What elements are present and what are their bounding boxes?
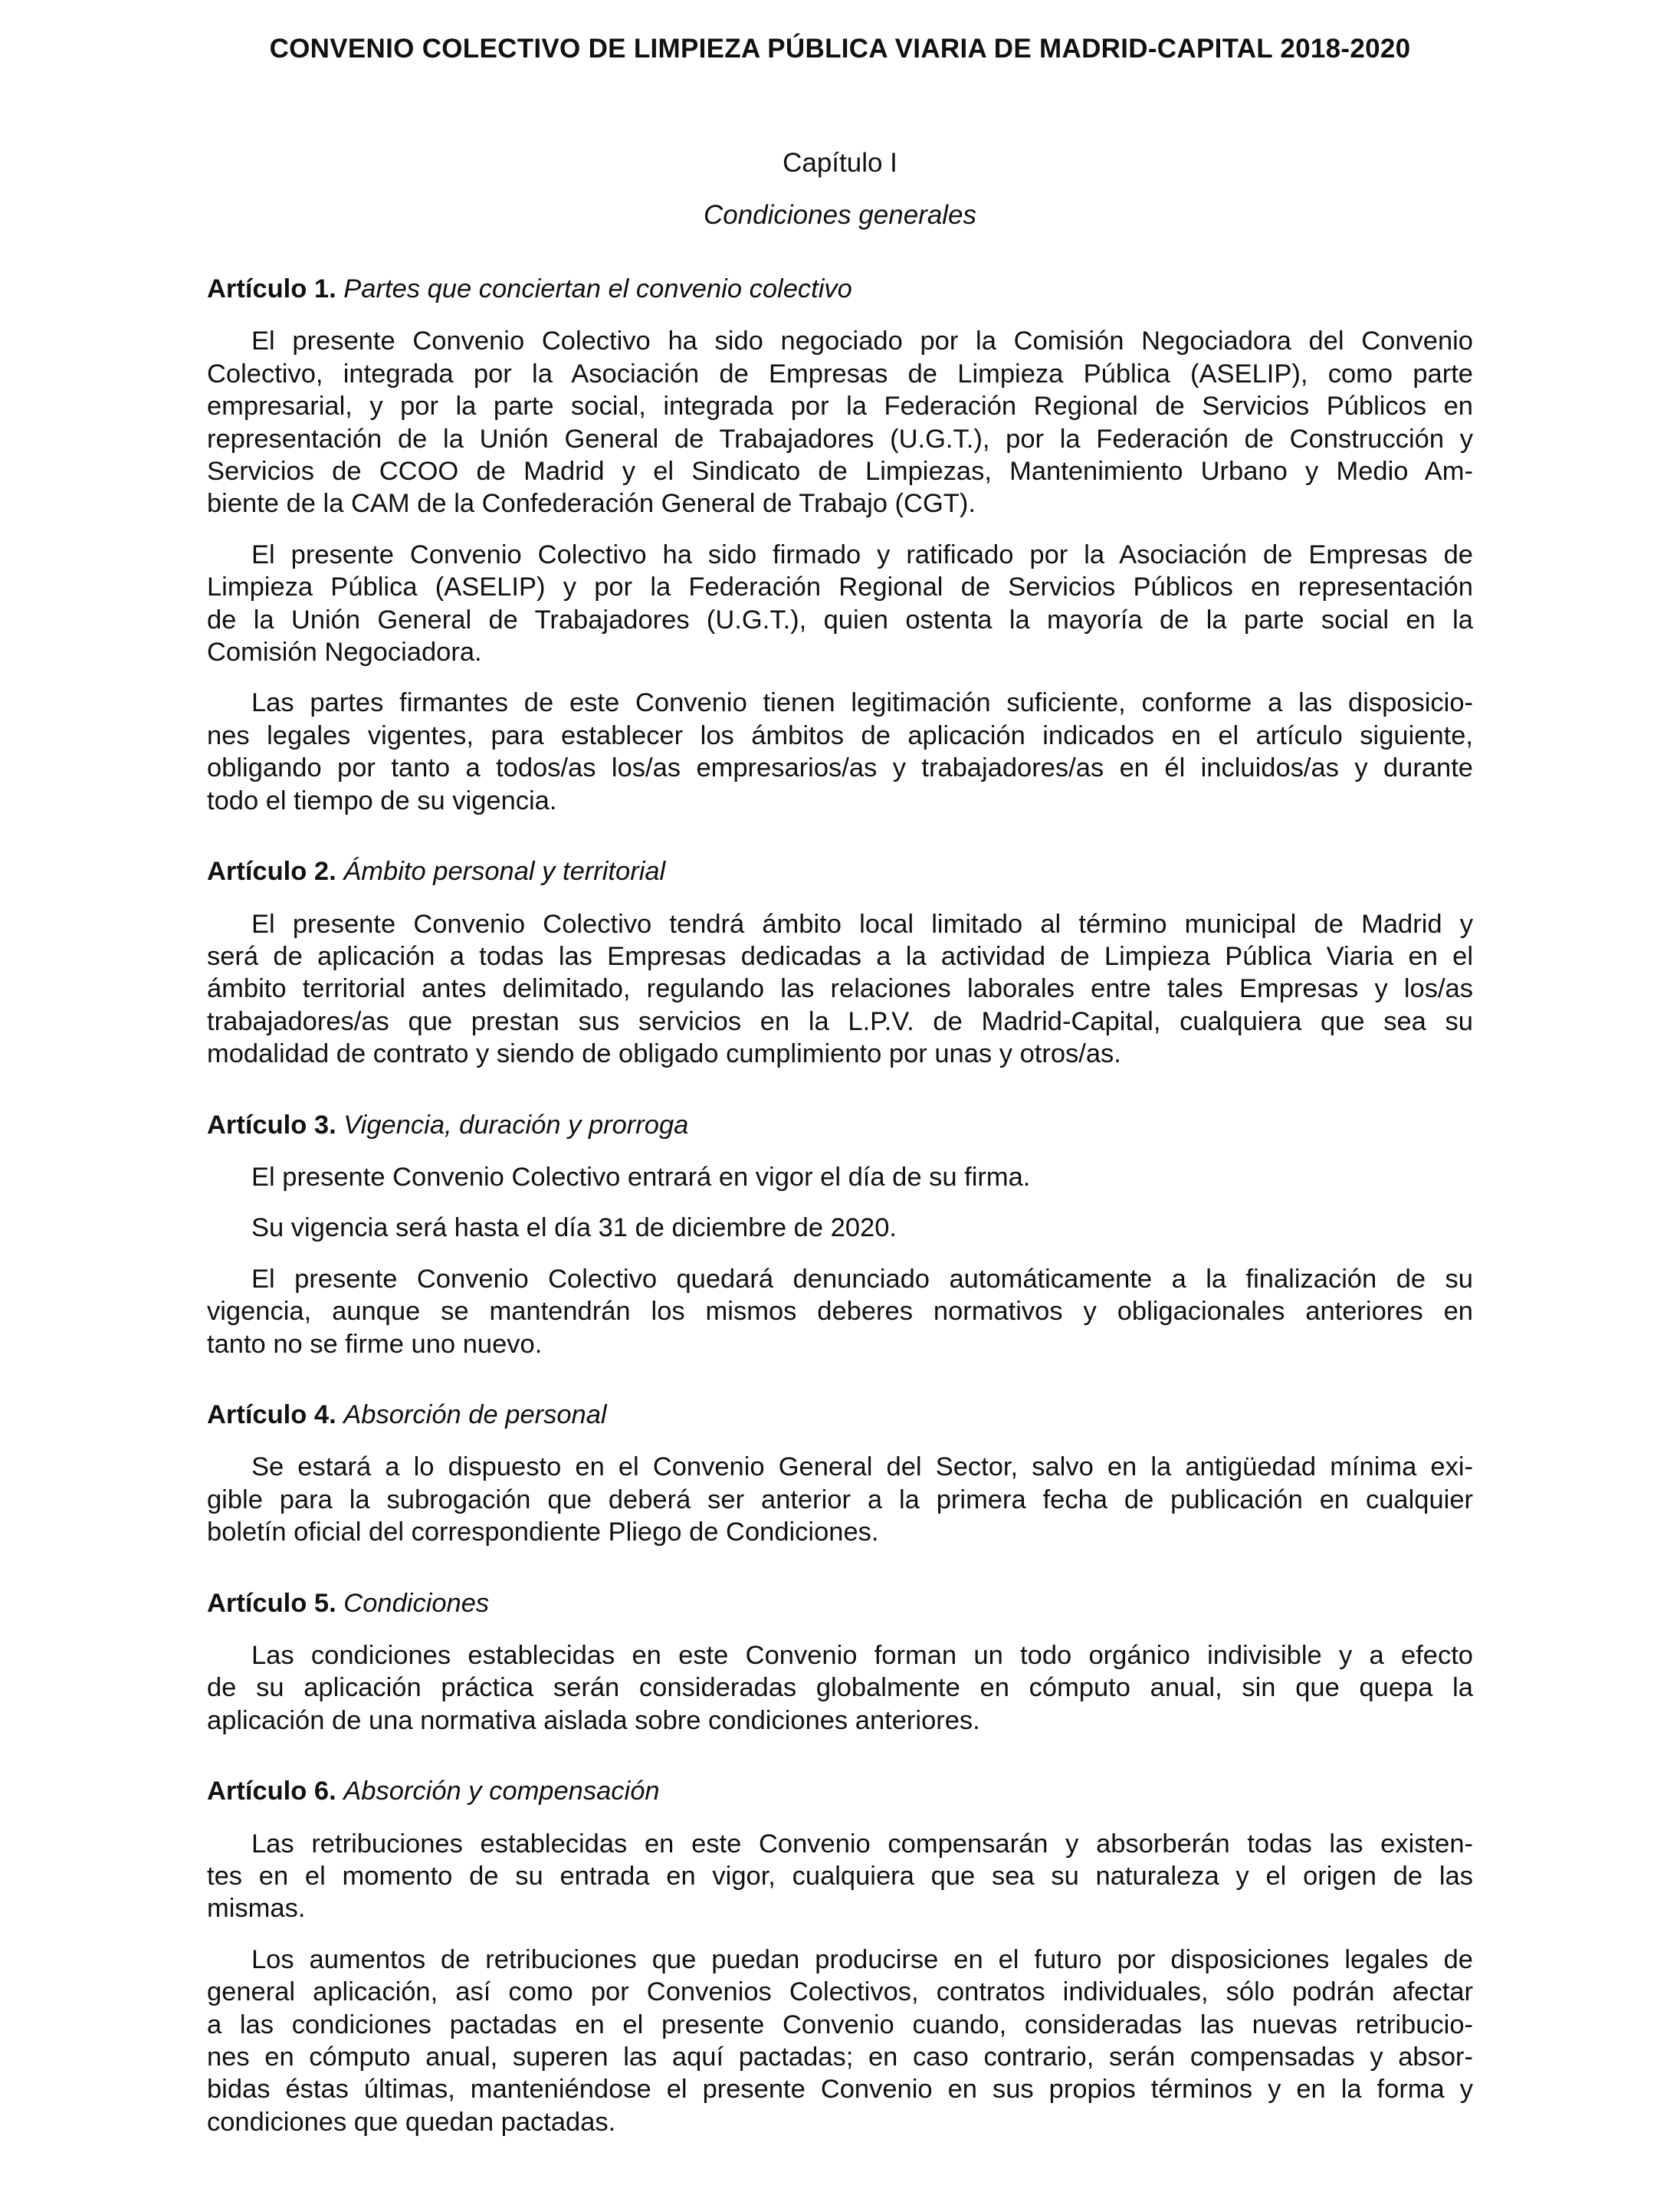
paragraph	[207, 1639, 1473, 1737]
text-line: Comisión Negociadora.	[207, 638, 482, 668]
article-6	[207, 1775, 1473, 2138]
text-line: nes en cómputo anual, superen las aquí pactadas; en caso contrario, serán compensadas y absor-	[207, 2042, 1473, 2072]
article-heading	[207, 1109, 1473, 1141]
text-line: modalidad de contrato y siendo de obligado cumplimiento por unas y otros/as.	[207, 1039, 1121, 1069]
paragraph	[207, 1161, 1473, 1193]
text-line: condiciones que quedan pactadas.	[207, 2107, 616, 2137]
paragraph	[207, 539, 1473, 669]
article-number: Artículo 1.	[207, 274, 336, 303]
article-title: Absorción y compensación	[343, 1777, 660, 1806]
article-5	[207, 1587, 1473, 1737]
text-line: Los aumentos de retribuciones que puedan producirse en el futuro por disposiciones legales de	[251, 1944, 1473, 1974]
article-1	[207, 273, 1473, 817]
text-line: de su aplicación práctica serán consideradas globalmente en cómputo anual, sin que quepa la	[207, 1673, 1473, 1703]
article-heading	[207, 1775, 1473, 1807]
article-heading	[207, 1587, 1473, 1619]
text-line: aplicación de una normativa aislada sobre condiciones anteriores.	[207, 1705, 980, 1735]
paragraph	[207, 1263, 1473, 1360]
text-line: vigencia, aunque se mantendrán los mismos deberes normativos y obligacionales anteriores en	[207, 1297, 1473, 1327]
article-number: Artículo 6.	[207, 1777, 336, 1806]
text-line: Servicios de CCOO de Madrid y el Sindicato de Limpiezas, Mantenimiento Urbano y Medio Am-	[207, 457, 1473, 487]
paragraph	[207, 325, 1473, 520]
article-title: Absorción de personal	[343, 1399, 607, 1429]
article-heading	[207, 273, 1473, 305]
text-line: El presente Convenio Colectivo tendrá ámbito local limitado al término municipal de Madrid y	[251, 909, 1473, 939]
text-line: gible para la subrogación que deberá ser anterior a la primera fecha de publicación en cualquier	[207, 1485, 1473, 1514]
text-line: El presente Convenio Colectivo entrará en vigor el día de su firma.	[251, 1162, 1031, 1192]
text-line: mismas.	[207, 1894, 306, 1924]
article-number: Artículo 4.	[207, 1399, 336, 1429]
text-line: tes en el momento de su entrada en vigor, cualquiera que sea su naturaleza y el origen de las	[207, 1862, 1473, 1892]
text-line: tanto no se firme uno nuevo.	[207, 1329, 543, 1359]
paragraph	[207, 908, 1473, 1071]
text-line: Se estará a lo dispuesto en el Convenio General del Sector, salvo en la antigüedad mínima exi-	[251, 1452, 1473, 1482]
text-line: empresarial, y por la parte social, integrada por la Federación Regional de Servicios Públicos en	[207, 392, 1473, 422]
text-line: boletín oficial del correspondiente Pliego de Condiciones.	[207, 1517, 879, 1547]
text-line: Las condiciones establecidas en este Convenio forman un todo orgánico indivisible y a efecto	[251, 1641, 1473, 1670]
document-title: CONVENIO COLECTIVO DE LIMPIEZA PÚBLICA VIARIA DE MADRID-CAPITAL 2018-2020	[269, 34, 1411, 64]
article-number: Artículo 2.	[207, 857, 336, 887]
article-heading	[207, 1399, 1473, 1431]
text-line: Limpieza Pública (ASELIP) y por la Federación Regional de Servicios Públicos en representación	[207, 573, 1473, 602]
paragraph	[207, 1451, 1473, 1548]
text-line: de la Unión General de Trabajadores (U.G.T.), quien ostenta la mayoría de la parte social en la	[207, 605, 1473, 635]
text-line: bidas éstas últimas, manteniéndose el presente Convenio en sus propios términos y en la forma y	[207, 2075, 1473, 2105]
article-number: Artículo 5.	[207, 1588, 336, 1618]
article-title: Vigencia, duración y prorroga	[343, 1110, 689, 1140]
text-line: El presente Convenio Colectivo ha sido firmado y ratificado por la Asociación de Empresas de	[251, 540, 1473, 569]
chapter-subtitle: Condiciones generales	[703, 200, 977, 230]
text-line: todo el tiempo de su vigencia.	[207, 786, 557, 815]
text-line: a las condiciones pactadas en el presente Convenio cuando, consideradas las nuevas retribucio-	[207, 2010, 1473, 2039]
text-line: nes legales vigentes, para establecer los ámbitos de aplicación indicados en el artículo siguiente,	[207, 720, 1473, 750]
text-line: biente de la CAM de la Confederación General de Trabajo (CGT).	[207, 489, 976, 519]
text-line: El presente Convenio Colectivo ha sido negociado por la Comisión Negociadora del Convenio	[251, 326, 1473, 356]
article-3	[207, 1109, 1473, 1360]
text-line: Su vigencia será hasta el día 31 de diciembre de 2020.	[251, 1213, 897, 1243]
text-line: será de aplicación a todas las Empresas dedicadas a la actividad de Limpieza Pública Viaria en el	[207, 941, 1473, 971]
text-line: El presente Convenio Colectivo quedará denunciado automáticamente a la finalización de su	[251, 1264, 1473, 1294]
text-line: Colectivo, integrada por la Asociación de Empresas de Limpieza Pública (ASELIP), como parte	[207, 359, 1473, 389]
text-line: trabajadores/as que prestan sus servicios en la L.P.V. de Madrid-Capital, cualquiera que sea su	[207, 1006, 1473, 1036]
article-title: Condiciones	[343, 1588, 490, 1618]
paragraph	[207, 1212, 1473, 1244]
text-line: representación de la Unión General de Trabajadores (U.G.T.), por la Federación de Construcción y	[207, 424, 1473, 454]
text-line: ámbito territorial antes delimitado, regulando las relaciones laborales entre tales Empresas y los/as	[207, 974, 1473, 1004]
text-line: Las partes firmantes de este Convenio tienen legitimación suficiente, conforme a las disposicio-	[251, 688, 1473, 718]
chapter-heading: Capítulo I	[783, 148, 897, 178]
article-number: Artículo 3.	[207, 1110, 336, 1140]
paragraph	[207, 1828, 1473, 1925]
article-4	[207, 1399, 1473, 1549]
article-heading	[207, 855, 1473, 888]
article-title: Partes que conciertan el convenio colectivo	[343, 274, 852, 303]
document-body	[207, 273, 1473, 2138]
text-line: obligando por tanto a todos/as los/as empresarios/as y trabajadores/as en él incluidos/as y durante	[207, 753, 1473, 783]
paragraph	[207, 1944, 1473, 2138]
article-title: Ámbito personal y territorial	[343, 857, 666, 887]
text-line: Las retribuciones establecidas en este Convenio compensarán y absorberán todas las existen-	[251, 1829, 1473, 1859]
paragraph	[207, 687, 1473, 817]
article-2	[207, 855, 1473, 1070]
text-line: general aplicación, así como por Convenios Colectivos, contratos individuales, sólo podrán afectar	[207, 1977, 1473, 2007]
